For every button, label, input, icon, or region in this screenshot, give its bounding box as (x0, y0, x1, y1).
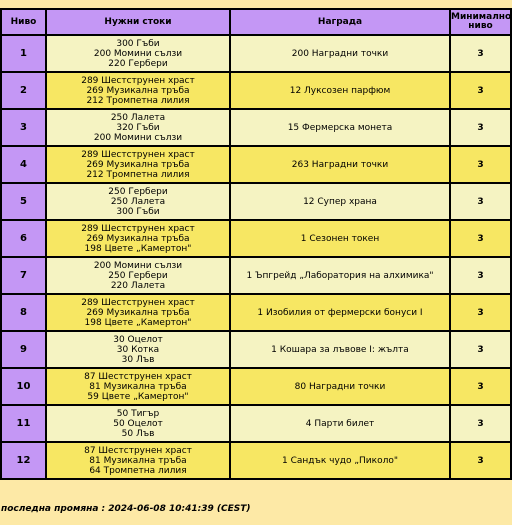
row-goods (46, 331, 230, 368)
row-level: 4 (1, 146, 46, 183)
goods-item: 59 Цвете „Камертон" (87, 391, 189, 402)
row-reward: 80 Наградни точки (230, 368, 450, 405)
table-row (1, 257, 511, 294)
goods-item: 200 Момини сълзи (93, 260, 183, 271)
goods-item: 64 Тромпетна лилия (89, 465, 187, 476)
goods-item: 87 Шестструнен храст (84, 371, 192, 382)
goods-item: 320 Гъби (116, 122, 160, 133)
table-row (1, 331, 511, 368)
row-level: 5 (1, 183, 46, 220)
header-level: Ниво (1, 9, 46, 35)
row-goods (46, 405, 230, 442)
goods-item: 269 Музикална тръба (86, 85, 190, 96)
row-reward: 12 Луксозен парфюм (230, 72, 450, 109)
goods-item: 250 Гербери (108, 186, 168, 197)
goods-item: 200 Момини сълзи (93, 132, 183, 143)
goods-item: 87 Шестструнен храст (84, 445, 192, 456)
row-goods (46, 442, 230, 479)
row-min-level: 3 (450, 257, 511, 294)
goods-item: 220 Гербери (108, 58, 168, 69)
row-level: 3 (1, 109, 46, 146)
header-reward: Награда (230, 9, 450, 35)
row-goods (46, 257, 230, 294)
row-goods (46, 183, 230, 220)
row-reward: 1 Изобилия от фермерски бонуси I (230, 294, 450, 331)
row-min-level: 3 (450, 109, 511, 146)
goods-item: 50 Лъв (121, 428, 155, 439)
row-min-level: 3 (450, 72, 511, 109)
goods-item: 50 Тигър (116, 408, 160, 419)
row-min-level: 3 (450, 294, 511, 331)
goods-item: 289 Шестструнен храст (81, 223, 195, 234)
table-row (1, 146, 511, 183)
goods-item: 289 Шестструнен храст (81, 75, 195, 86)
goods-item: 30 Лъв (121, 354, 155, 365)
table-row (1, 294, 511, 331)
goods-item: 30 Оцелот (113, 334, 163, 345)
row-goods (46, 146, 230, 183)
goods-item: 289 Шестструнен храст (81, 297, 195, 308)
row-level: 8 (1, 294, 46, 331)
goods-item: 250 Лалета (110, 196, 166, 207)
table-header-row (1, 9, 511, 35)
row-reward: 15 Фермерска монета (230, 109, 450, 146)
row-reward: 4 Парти билет (230, 405, 450, 442)
goods-item: 269 Музикална тръба (86, 307, 190, 318)
table-row (1, 72, 511, 109)
table-row (1, 368, 511, 405)
table-row (1, 442, 511, 479)
row-reward: 1 Сандък чудо „Пиколо" (230, 442, 450, 479)
goods-item: 212 Тромпетна лилия (86, 95, 190, 106)
row-reward: 12 Супер храна (230, 183, 450, 220)
row-min-level: 3 (450, 331, 511, 368)
table-row (1, 405, 511, 442)
table-row (1, 183, 511, 220)
goods-item: 300 Гъби (116, 38, 160, 49)
row-reward: 1 Кошара за лъвове I: жълта (230, 331, 450, 368)
row-min-level: 3 (450, 35, 511, 72)
table-row (1, 109, 511, 146)
row-level: 2 (1, 72, 46, 109)
row-reward: 200 Наградни точки (230, 35, 450, 72)
goods-item: 81 Музикална тръба (89, 455, 187, 466)
goods-item: 269 Музикална тръба (86, 233, 190, 244)
goods-item: 300 Гъби (116, 206, 160, 217)
goods-item: 212 Тромпетна лилия (86, 169, 190, 180)
row-reward: 1 Сезонен токен (230, 220, 450, 257)
row-min-level: 3 (450, 368, 511, 405)
row-level: 6 (1, 220, 46, 257)
goods-item: 250 Лалета (110, 112, 166, 123)
row-goods (46, 220, 230, 257)
last-modified-footer: последна промяна : 2024-06-08 10:41:39 (CEST) (1, 504, 251, 514)
row-min-level: 3 (450, 405, 511, 442)
goods-item: 220 Лалета (110, 280, 166, 291)
row-goods (46, 109, 230, 146)
goods-item: 250 Гербери (108, 270, 168, 281)
header-goods: Нужни стоки (46, 9, 230, 35)
goods-item: 198 Цвете „Камертон" (84, 317, 192, 328)
goods-item: 81 Музикална тръба (89, 381, 187, 392)
row-reward: 263 Наградни точки (230, 146, 450, 183)
row-level: 10 (1, 368, 46, 405)
table-body (1, 35, 511, 479)
row-goods (46, 368, 230, 405)
row-level: 12 (1, 442, 46, 479)
table-row (1, 35, 511, 72)
row-level: 9 (1, 331, 46, 368)
goods-item: 198 Цвете „Камертон" (84, 243, 192, 254)
quest-table-container (0, 8, 512, 480)
row-min-level: 3 (450, 183, 511, 220)
row-level: 1 (1, 35, 46, 72)
header-min-level-line1: Минимално (451, 12, 512, 22)
goods-item: 289 Шестструнен храст (81, 149, 195, 160)
row-level: 11 (1, 405, 46, 442)
row-goods (46, 35, 230, 72)
row-min-level: 3 (450, 442, 511, 479)
row-min-level: 3 (450, 146, 511, 183)
goods-item: 50 Оцелот (113, 418, 163, 429)
goods-item: 200 Момини сълзи (93, 48, 183, 59)
row-level: 7 (1, 257, 46, 294)
goods-item: 269 Музикална тръба (86, 159, 190, 170)
row-goods (46, 72, 230, 109)
row-reward: 1 Ъпгрейд „Лаборатория на алхимика" (230, 257, 450, 294)
goods-item: 30 Котка (116, 344, 160, 355)
quest-table (0, 8, 512, 480)
row-min-level: 3 (450, 220, 511, 257)
row-goods (46, 294, 230, 331)
table-row (1, 220, 511, 257)
header-min-level (450, 9, 511, 35)
header-min-level-line2: ниво (468, 21, 493, 31)
